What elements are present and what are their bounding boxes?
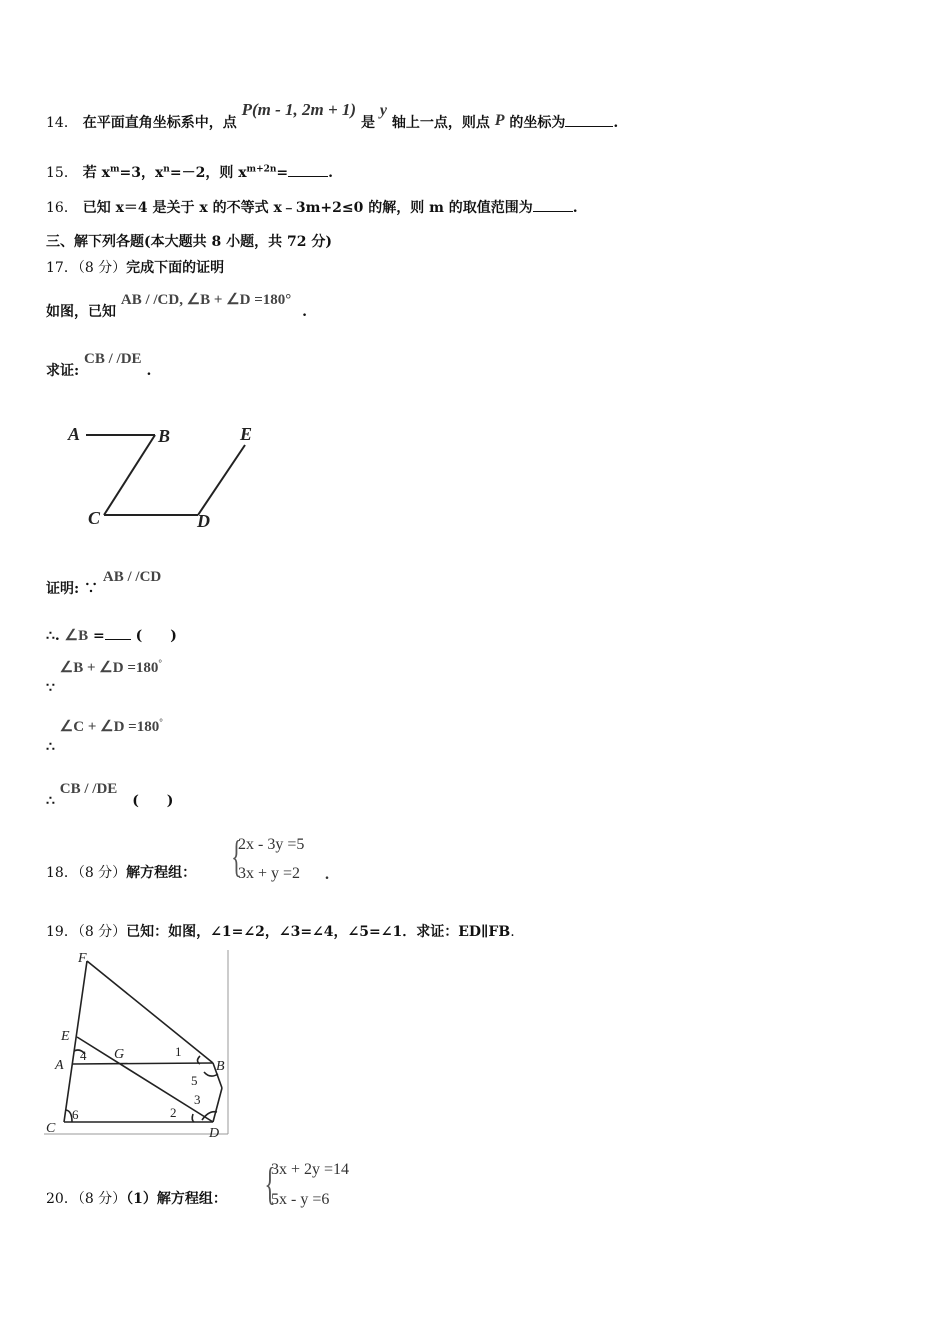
segment-bc bbox=[104, 435, 155, 515]
period: . bbox=[510, 924, 515, 940]
degree: ° bbox=[158, 658, 162, 668]
expression-text: ∠B + ∠D =180 bbox=[59, 660, 159, 676]
section-heading: 三、解下列各题(本大题共 8 小题，共 72 分) bbox=[46, 234, 332, 250]
reason-blank[interactable]: ( ) bbox=[135, 628, 177, 644]
question-text: =－2，则 x bbox=[169, 165, 247, 181]
question-title: 完成下面的证明 bbox=[126, 260, 225, 276]
question-number: 20．（8 分） bbox=[46, 1191, 127, 1207]
exponent: m bbox=[109, 164, 120, 175]
therefore-symbol: ∴. bbox=[46, 628, 60, 644]
period: . bbox=[302, 304, 308, 320]
answer-blank[interactable] bbox=[105, 627, 131, 640]
label-f: F bbox=[78, 951, 87, 966]
question-14 bbox=[46, 100, 619, 132]
label-a: A bbox=[68, 424, 81, 444]
question-text: （1）解方程组： bbox=[126, 1191, 227, 1207]
proof-step-4 bbox=[46, 717, 163, 755]
because-symbol: ∵ bbox=[46, 680, 55, 696]
question-text: 的坐标为 bbox=[509, 115, 566, 131]
label-b: B bbox=[216, 1059, 225, 1074]
angle-label-2: 2 bbox=[170, 1105, 177, 1120]
proof-step-3 bbox=[46, 658, 162, 696]
proof-step-5 bbox=[46, 781, 174, 810]
label-g: G bbox=[114, 1047, 125, 1062]
question-16 bbox=[46, 197, 578, 217]
system-brace: { bbox=[231, 832, 242, 881]
segment-ab bbox=[73, 1063, 213, 1064]
exponent: m+2n bbox=[246, 164, 277, 175]
label-a: A bbox=[55, 1058, 64, 1073]
label-c: C bbox=[46, 1121, 56, 1136]
point-expression: P(m - 1, 2m + 1) bbox=[241, 100, 357, 119]
prove-line bbox=[46, 351, 152, 380]
period: . bbox=[328, 165, 334, 181]
segment-bd-lower bbox=[213, 1088, 222, 1122]
prove-label: 求证: bbox=[46, 363, 80, 379]
period: . bbox=[613, 115, 619, 131]
equation-2: 3x + y =2 bbox=[238, 865, 301, 882]
question-19 bbox=[46, 921, 515, 941]
answer-blank[interactable] bbox=[288, 164, 328, 177]
label-e: E bbox=[240, 424, 253, 444]
figure-quadrilateral bbox=[40, 948, 240, 1140]
question-text: = bbox=[276, 165, 289, 181]
question-18 bbox=[46, 862, 196, 882]
label-c: C bbox=[88, 508, 101, 528]
question-number: 18．（8 分） bbox=[46, 865, 127, 881]
proof-step-1 bbox=[46, 569, 162, 598]
label-d: D bbox=[197, 511, 210, 531]
reason-blank[interactable]: ( ) bbox=[132, 793, 174, 809]
label-b: B bbox=[158, 426, 171, 446]
degree: ° bbox=[159, 717, 163, 727]
question-text: 已知：如图，∠1=∠2，∠3=∠4，∠5=∠1．求证：ED∥FB bbox=[126, 924, 511, 940]
equals: = bbox=[92, 628, 105, 644]
question-text: 是 bbox=[360, 115, 375, 131]
question-17 bbox=[46, 257, 224, 277]
question-text: =3，x bbox=[119, 165, 164, 181]
proof-step-2 bbox=[46, 625, 177, 645]
answer-blank[interactable] bbox=[533, 199, 573, 212]
prove-expression: CB / /DE bbox=[84, 351, 142, 367]
angle-label-6: 6 bbox=[72, 1107, 79, 1122]
exponent: n bbox=[163, 164, 170, 175]
question-text: 轴上一点，则点 bbox=[391, 115, 490, 131]
angle-label-3: 3 bbox=[194, 1092, 201, 1107]
angle-label-1: 1 bbox=[175, 1044, 182, 1059]
proof-expression bbox=[60, 660, 162, 676]
question-text: 在平面直角坐标系中，点 bbox=[82, 115, 237, 131]
period: . bbox=[325, 866, 329, 883]
given-label: 如图，已知 bbox=[46, 304, 116, 320]
therefore-symbol: ∴ bbox=[46, 739, 55, 755]
point-name: P bbox=[494, 112, 505, 129]
proof-label: 证明: ∵ bbox=[46, 581, 99, 597]
label-e: E bbox=[61, 1029, 70, 1044]
question-number: 19．（8 分） bbox=[46, 924, 127, 940]
question-20 bbox=[46, 1188, 227, 1208]
period: . bbox=[146, 363, 152, 379]
figure-parallelogram bbox=[60, 418, 280, 543]
angle-label-5: 5 bbox=[191, 1073, 198, 1088]
given-line bbox=[46, 292, 308, 321]
question-number: 17．（8 分） bbox=[46, 260, 127, 276]
proof-expression bbox=[60, 719, 163, 735]
question-text: 若 x bbox=[82, 165, 110, 181]
axis-variable: y bbox=[379, 102, 387, 119]
system-brace: { bbox=[264, 1158, 276, 1209]
expression-text: ∠C + ∠D =180 bbox=[59, 719, 160, 735]
question-15 bbox=[46, 162, 333, 182]
question-text: 已知 x＝4 是关于 x 的不等式 x﹣3m+2≤0 的解，则 m 的取值范围为 bbox=[82, 200, 533, 216]
equation-1: 3x + 2y =14 bbox=[271, 1161, 350, 1178]
question-number: 16． bbox=[46, 200, 78, 216]
angle-arc-2 bbox=[192, 1114, 194, 1122]
question-number: 15． bbox=[46, 165, 78, 181]
therefore-symbol: ∴ bbox=[46, 793, 55, 809]
proof-expression: ∠B bbox=[64, 628, 89, 644]
question-number: 14． bbox=[46, 115, 78, 131]
proof-expression: CB / /DE bbox=[59, 781, 118, 797]
equation-1: 2x - 3y =5 bbox=[238, 836, 305, 853]
angle-arc-1 bbox=[198, 1056, 201, 1064]
period: . bbox=[572, 200, 578, 216]
segment-fb bbox=[87, 961, 213, 1063]
question-text: 解方程组： bbox=[126, 865, 197, 881]
given-expression: AB / /CD, ∠B + ∠D =180° bbox=[120, 292, 292, 308]
proof-expression: AB / /CD bbox=[102, 569, 162, 585]
segment-de bbox=[198, 445, 245, 515]
answer-blank[interactable] bbox=[565, 114, 613, 127]
label-d: D bbox=[209, 1126, 220, 1140]
angle-label-4: 4 bbox=[80, 1048, 87, 1063]
equation-2: 5x - y =6 bbox=[271, 1191, 330, 1208]
